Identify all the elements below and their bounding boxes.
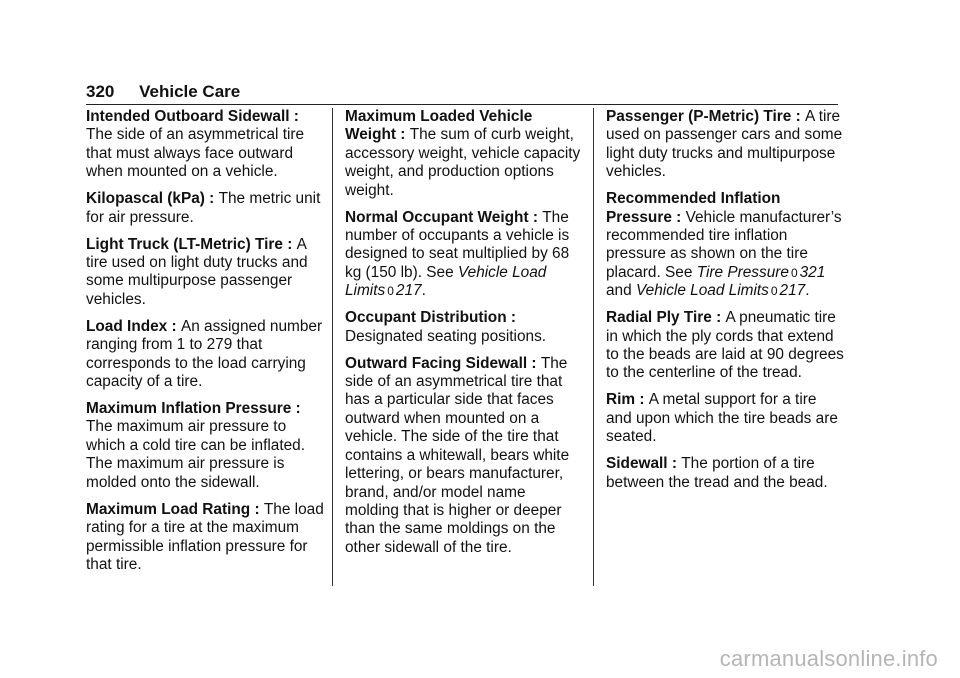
glossary-entry — [345, 355, 583, 557]
glossary-definition: The load rating for a tire at the maximum permissible inflation pressure for that tire. — [86, 500, 324, 573]
glossary-definition: The metric unit for air pressure. — [86, 190, 321, 226]
ref-trailing-text: . — [421, 282, 426, 300]
term-separator: : — [667, 455, 682, 473]
cross-reference-page[interactable]: 217 — [779, 282, 806, 300]
glossary-entry — [86, 236, 324, 310]
term-separator: : — [635, 391, 649, 409]
glossary-term: Maximum Inflation Pressure — [86, 400, 292, 418]
glossary-definition: An assigned number ranging from 1 to 279 that corresponds to the load carrying capacity of a tire. — [86, 317, 323, 391]
header-rule — [86, 104, 838, 105]
term-separator: : — [289, 108, 299, 125]
glossary-entry — [86, 108, 324, 182]
glossary-entry — [86, 318, 324, 392]
glossary-entry — [86, 190, 324, 227]
glossary-column-3 — [606, 108, 844, 501]
glossary-definition: The maximum air pressure to which a cold tire can be inflated. The maximum air pressure is molded onto the sidewall. — [86, 418, 306, 491]
glossary-entry — [606, 190, 844, 300]
term-separator: : — [671, 208, 686, 226]
glossary-term: Outward Facing Sidewall — [345, 354, 528, 372]
glossary-definition: Designated seating positions. — [345, 327, 547, 345]
glossary-term: Radial Ply Tire — [606, 309, 712, 327]
glossary-definition: A tire used on passenger cars and some light duty trucks and multipurpose vehicles. — [606, 108, 843, 181]
term-separator: : — [204, 190, 219, 208]
glossary-definition: The portion of a tire between the tread and the bead. — [606, 455, 828, 491]
cross-reference-link[interactable]: Vehicle Load Limits — [635, 282, 769, 300]
column-divider — [332, 108, 333, 586]
watermark: carmanualsonline.info — [719, 646, 938, 671]
glossary-definition: Vehicle manufacturer’s recommended tire inflation pressure as shown on the tire placard. See — [606, 208, 842, 281]
term-separator: : — [711, 309, 726, 327]
term-separator: : — [167, 317, 181, 335]
glossary-entry — [345, 209, 583, 301]
glossary-entry — [345, 309, 583, 346]
glossary-term: Sidewall — [606, 455, 668, 473]
glossary-term: Normal Occupant Weight — [345, 208, 529, 226]
glossary-term: Recommended Inflation Pressure — [606, 190, 781, 226]
term-separator: : — [250, 500, 264, 518]
glossary-term: Kilopascal (kPa) — [86, 190, 205, 208]
glossary-entry — [606, 108, 844, 182]
glossary-definition: The side of an asymmetrical tire that must always face outward when mounted on a vehicle. — [86, 126, 305, 181]
glossary-entry — [86, 400, 324, 492]
page-header — [86, 82, 240, 102]
glossary-entry — [606, 391, 844, 446]
cross-reference-page[interactable]: 321 — [799, 263, 826, 281]
term-separator: : — [791, 108, 806, 125]
term-separator: : — [506, 309, 517, 327]
section-title: Vehicle Care — [139, 82, 241, 101]
glossary-term: Passenger (P-Metric) Tire — [606, 108, 792, 125]
term-separator: : — [291, 400, 301, 418]
glossary-entry — [345, 108, 583, 200]
term-separator: : — [282, 235, 297, 253]
glossary-term: Rim — [606, 391, 636, 409]
cross-reference-link[interactable]: Vehicle Load Limits — [345, 263, 547, 300]
glossary-entry — [606, 309, 844, 383]
glossary-definition: The number of occupants a vehicle is designed to seat multiplied by 68 kg (150 lb). See — [345, 208, 570, 281]
glossary-definition: The side of an asymmetrical tire that has a particular side that faces outward when mounted on a vehicle. The side of the tire that contains a whitewall, bears white lettering, or bears manufacturer, brand, and/or model name molding that is higher or deeper than the same moldings on the other sidewall of the tire. — [345, 354, 570, 556]
page-ref-arrow-icon: 0 — [790, 265, 798, 280]
glossary-column-1 — [86, 108, 324, 583]
ref-trailing-text: and — [606, 282, 632, 300]
glossary-term: Light Truck (LT-Metric) Tire — [86, 235, 283, 253]
cross-reference-page[interactable]: 217 — [395, 282, 422, 300]
glossary-definition: The sum of curb weight, accessory weight, vehicle capacity weight, and production options weight. — [345, 126, 581, 199]
cross-reference-link[interactable]: Tire Pressure — [696, 263, 789, 281]
glossary-column-2 — [345, 108, 583, 566]
glossary-definition: A tire used on light duty trucks and some multipurpose passenger vehicles. — [86, 235, 308, 308]
glossary-definition: A metal support for a tire and upon which the tire beads are seated. — [606, 391, 838, 446]
column-divider — [593, 108, 594, 586]
glossary-entry — [606, 455, 844, 492]
page-ref-arrow-icon: 0 — [387, 284, 394, 299]
term-separator: : — [527, 354, 541, 372]
term-separator: : — [528, 208, 543, 226]
term-separator: : — [396, 126, 410, 144]
glossary-term: Occupant Distribution — [345, 309, 507, 327]
glossary-term: Maximum Loaded Vehicle Weight — [345, 108, 533, 144]
glossary-entry — [86, 501, 324, 575]
page-ref-arrow-icon: 0 — [770, 284, 778, 299]
glossary-term: Maximum Load Rating — [86, 500, 251, 518]
ref-trailing-text: . — [805, 282, 810, 300]
glossary-term: Intended Outboard Sidewall — [86, 108, 290, 125]
glossary-term: Load Index — [86, 317, 168, 335]
glossary-definition: A pneumatic tire in which the ply cords that extend to the beads are laid at 90 degrees to the centerline of the tread. — [606, 309, 844, 382]
page-number: 320 — [86, 82, 115, 101]
